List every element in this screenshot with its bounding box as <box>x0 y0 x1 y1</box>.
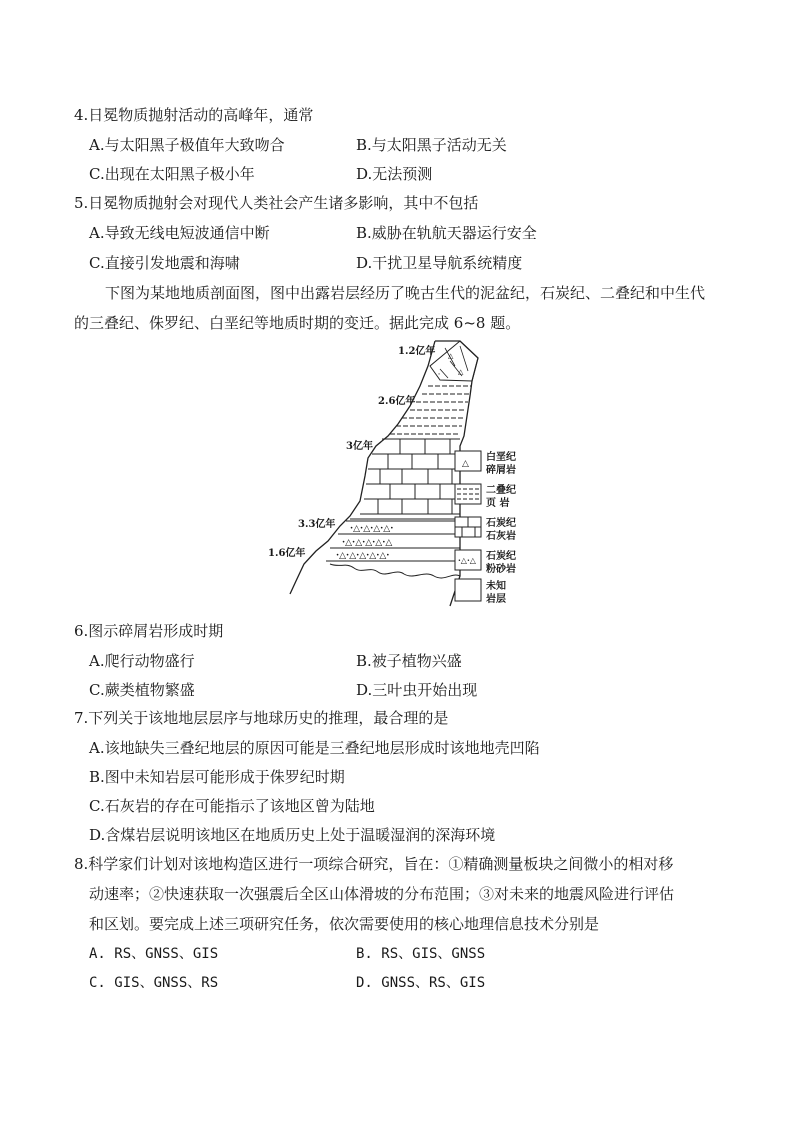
question-7-stem: 7.下列关于该地地层层序与地球历史的推理，最合理的是 <box>74 709 449 727</box>
question-5-stem: 5.日冕物质抛射会对现代人类社会产生诸多影响，其中不包括 <box>74 194 479 212</box>
question-8-option-d: D. GNSS、RS、GIS <box>356 975 486 991</box>
age-label-4: 3.3亿年 <box>298 519 336 530</box>
legend-label: 白垩纪 <box>486 452 516 463</box>
question-6-option-c: C.蕨类植物繁盛 <box>89 681 195 699</box>
question-6-option-a: A.爬行动物盛行 <box>89 652 195 670</box>
question-7-option-d: D.含煤岩层说明该地区在地质历史上处于温暖湿润的深海环境 <box>89 826 496 844</box>
silt-row: ·△·△·△·△·△· <box>336 551 390 561</box>
clastic-symbol: △ <box>458 367 464 376</box>
geologic-section-figure <box>250 336 550 616</box>
layer-carboniferous-siltstone <box>326 521 460 561</box>
question-5-option-d: D.干扰卫星导航系统精度 <box>356 254 523 272</box>
question-5-option-c: C.直接引发地震和海啸 <box>89 254 240 272</box>
legend-label: 碎屑岩 <box>486 465 516 476</box>
legend-label: 二叠纪 <box>486 485 516 496</box>
unknown-layer-boundary <box>330 564 460 578</box>
question-4-option-b: B.与太阳黑子活动无关 <box>356 136 507 154</box>
silt-row: ·△·△·△·△·△ <box>342 538 393 548</box>
clastic-symbol: △ <box>448 351 454 360</box>
legend-label: 粉砂岩 <box>486 564 516 575</box>
age-label-5: 1.6亿年 <box>268 548 306 559</box>
age-label-3: 3亿年 <box>346 441 373 452</box>
question-8-stem-line-3: 和区划。要完成上述三项研究任务，依次需要使用的核心地理信息技术分别是 <box>89 915 600 933</box>
question-4-option-d: D.无法预测 <box>356 165 433 183</box>
legend-label: 石炭纪 <box>486 518 516 529</box>
age-label-1: 1.2亿年 <box>398 346 436 357</box>
question-8-option-c: C. GIS、GNSS、RS <box>89 975 219 991</box>
passage-line-2: 的三叠纪、侏罗纪、白垩纪等地质时期的变迁。据此完成 6~8 题。 <box>74 314 521 332</box>
question-6-stem: 6.图示碎屑岩形成时期 <box>74 622 224 640</box>
legend-label: 未知 <box>486 581 506 592</box>
question-6-option-b: B.被子植物兴盛 <box>356 652 462 670</box>
passage-line-1: 下图为某地地质剖面图，图中出露岩层经历了晚古生代的泥盆纪，石炭纪、二叠纪和中生代 <box>105 284 706 302</box>
question-8-option-a: A. RS、GNSS、GIS <box>89 946 219 962</box>
question-8-stem-line-2: 动速率；②快速获取一次强震后全区山体滑坡的分布范围；③对未来的地震风险进行评估 <box>89 885 675 903</box>
question-5-option-a: A.导致无线电短波通信中断 <box>89 224 270 242</box>
question-4-option-a: A.与太阳黑子极值年大致吻合 <box>89 136 285 154</box>
question-4-stem: 4.日冕物质抛射活动的高峰年，通常 <box>74 106 314 124</box>
question-4-option-c: C.出现在太阳黑子极小年 <box>89 165 255 183</box>
legend-label: 石炭纪 <box>486 551 516 562</box>
silt-row: ·△·△·△·△· <box>350 524 394 534</box>
question-7-option-b: B.图中未知岩层可能形成于侏罗纪时期 <box>89 768 345 786</box>
question-5-option-b: B.威胁在轨航天器运行安全 <box>356 224 537 242</box>
question-6-option-d: D.三叶虫开始出现 <box>356 681 478 699</box>
question-7-option-a: A.该地缺失三叠纪地层的原因可能是三叠纪地层形成时该地地壳凹陷 <box>89 739 540 757</box>
legend-swatch-unknown <box>455 579 481 601</box>
layer-cretaceous-clastic <box>430 341 478 381</box>
legend-swatch-siltstone-symbol: ·△·△ <box>458 555 476 565</box>
question-8-stem-line-1: 8.科学家们计划对该地构造区进行一项综合研究，旨在：①精确测量板块之间微小的相对移 <box>74 855 674 873</box>
clastic-symbol: · <box>438 371 441 378</box>
legend <box>455 450 516 605</box>
legend-label: 岩层 <box>486 594 506 605</box>
question-7-option-c: C.石灰岩的存在可能指示了该地区曾为陆地 <box>89 797 375 815</box>
age-label-2: 2.6亿年 <box>378 396 416 407</box>
layer-permian-shale <box>390 386 472 434</box>
legend-label: 石灰岩 <box>486 531 516 542</box>
question-8-option-b: B. RS、GIS、GNSS <box>356 946 486 962</box>
legend-label: 页 岩 <box>486 498 510 509</box>
legend-swatch-clastic-symbol: △ <box>462 459 469 469</box>
